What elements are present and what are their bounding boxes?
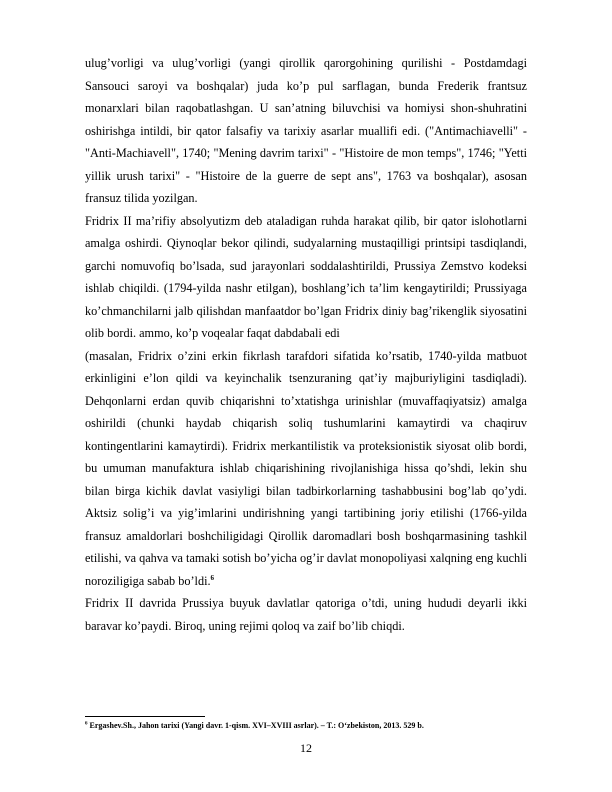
paragraph-1: ulug’vorligi va ulug’vorligi (yangi qirollik qarorgohining qurilishi - Postdamdagi Sansouci saroyi va boshqalar) juda ko’p pul sarflagan, bunda Frederik frantsuz monarxlari bilan raqobatlashgan. U san’atning biluvchisi va homiysi shon-shuhratini oshirishga intildi, bir qator falsafiy va tarixiy asarlar muallifi edi. ("Antimachiavelli" - "Anti-Machiavell", 1740; "Mening davrim tarixi" - "Histoire de mon temps", 1746; "Yetti yillik urush tarixi" - "Histoire de la guerre de sept ans", 1763 va boshqalar), asosan fransuz tilida yozilgan. — [85, 56, 527, 205]
page-number: 12 — [300, 741, 312, 755]
page-body — [85, 52, 527, 637]
paragraph-3 — [85, 345, 527, 593]
paragraph-2: Fridrix II ma’rifiy absolyutizm deb ataladigan ruhda harakat qilib, bir qator islohotlarni amalga oshirdi. Qiynoqlar bekor qilindi, sudyalarning mustaqilligi printsipi tasdiqlandi, garchi nomuvofiq bo’lsada, sud jarayonlari soddalashtirildi, Prussiya Zemstvo kodeksi ishlab chiqildi. (1794-yilda nashr etilgan), boshlang’ich ta’lim kengaytirildi; Prussiyaga ko’chmanchilarni jalb qilishdan manfaatdor bo’lgan Fridrix diniy bag’rikenglik siyosatini olib bordi. ammo, ko’p voqealar faqat dabdabali edi — [85, 213, 527, 340]
footnote-reference: 6 — [210, 573, 215, 582]
paragraph-4: Fridrix II davrida Prussiya buyuk davlatlar qatoriga o’tdi, uning hududi deyarli ikki baravar ko’paydi. Biroq, uning rejimi qoloq va zaif bo’lib chiqdi. — [85, 596, 527, 633]
paragraph-3-text: (masalan, Fridrix o’zini erkin fikrlash tarafdori sifatida ko’rsatib, 1740-yilda matbuot erkinligini e’lon qildi va keyinchalik tsenzuraning qat’iy majburiyligini tasdiqladi). Dehqonlarni erdan quvib chiqarishni to’xtatishga urinishlar (muvaffaqiyatsiz) amalga oshirildi (chunki haydab chiqarish soliq tushumlarini kamaytirdi va chaqiruv kontingentlarini kamaytirdi). Fridrix merkantilistik va proteksionistik siyosat olib bordi, bu umuman manufaktura ishlab chiqarishining rivojlanishiga hissa qo’shdi, lekin shu bilan birga kichik davlat vasiyligi bilan tadbirkorlarning tashabbusini bog’lab qo’ydi. Aktsiz solig’i va yig’imlarini undirishning yangi tartibining joriy etilishi (1766-yilda fransuz amaldorlari boshchiligidagi Qirollik daromadlari bosh boshqarmasining tashkil etilishi, va qahva va tamaki sotish bo’yicha og’ir davlat monopoliyasi xalqning eng kuchli noroziligiga sabab bo’ldi. — [85, 348, 527, 588]
footnote — [85, 721, 527, 731]
footnote-text: Ergashev.Sh., Jahon tarixi (Yangi davr. 1-qism. XVI–XVIII asrlar). – T.: O‘zbekiston, 2013. 529 b. — [89, 721, 424, 730]
footnote-marker: 6 — [85, 721, 88, 727]
footnote-divider — [85, 716, 205, 717]
